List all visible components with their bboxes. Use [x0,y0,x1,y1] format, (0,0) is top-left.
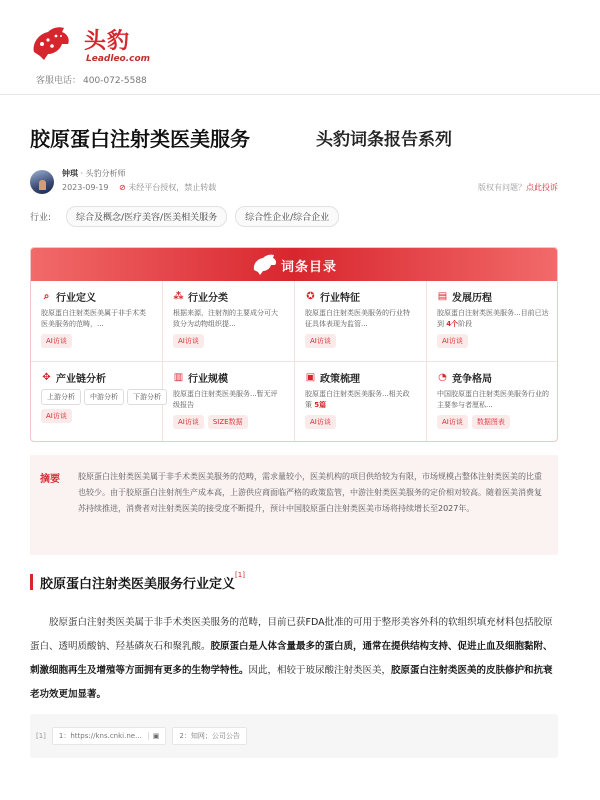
reference-number: [1] [36,732,46,740]
reference-item[interactable]: 2：知网；公司公告 [172,727,246,745]
section-accent-bar [30,574,33,590]
body-emphasis: 胶原蛋白是人体含量最多的蛋白质，通常在提供结构支持、促进止血及细胞黏附、刺激细胞再生及增殖等方面拥有更多的生物学特性。 [30,641,553,676]
author-name[interactable]: 钟琪 [62,169,78,178]
industry-tag[interactable]: 综合性企业/综合企业 [235,206,339,227]
abstract-text: 胶原蛋白注射类医美属于非手术类医美服务的范畴，需求量较小，医美机构的项目供给较为有限，市场规模占整体注射类医美的比重也较少。由于胶原蛋白注射剂生产成本高，上游供应商面临严格的政策监管，中游注射类医美服务的定价相对较高。随着医美消费复苏持续推进，消费者对注射类医美的接受度不断提升，预计中国胶原蛋白注射类医美市场将持续增长至2027年。 [78,472,542,513]
data-chart-chip[interactable]: 数据图表 [472,415,510,429]
author-line [62,168,126,179]
dir-item-features[interactable] [295,281,427,362]
dir-item-desc: 中国胶原蛋白注射类医美服务行业的主要参与者厘私... [437,390,549,409]
ai-interview-chip[interactable]: AI访谈 [173,334,204,348]
directory-card [30,247,558,442]
directory-header [31,248,557,281]
dir-item-title: 政策梳理 [320,374,360,385]
dir-item-history[interactable] [427,281,558,362]
body-text: 因此，相较于玻尿酸注射类医美， [248,665,392,676]
dir-item-policy[interactable] [295,362,427,442]
chain-icon: ✥ [42,372,51,383]
ai-interview-chip[interactable]: AI访谈 [41,334,72,348]
downstream-chip[interactable]: 下游分析 [127,389,167,405]
author-org: · 头豹分析师 [80,169,126,178]
upstream-chip[interactable]: 上游分析 [41,389,81,405]
dir-item-title: 产业链分析 [56,374,106,385]
definition-paragraph [30,611,558,707]
body-text: 胶原蛋白注射类医美属于非手术类医美服务的范畴，目前已获FDA批准的可用于整形美容外科的软组织填充材料包括胶原蛋白、透明质酸钠、羟基磷灰石和聚乳酸。 [30,617,553,652]
midstream-chip[interactable]: 中游分析 [84,389,124,405]
leopard-emblem-icon [251,252,277,276]
dir-item-desc: 胶原蛋白注射类医美服务...暂无评级报告 [173,390,278,409]
ai-interview-chip[interactable]: AI访谈 [437,334,468,348]
dir-item-title: 发展历程 [452,293,492,304]
copyright-complaint [478,182,558,193]
dir-item-classification[interactable] [163,281,295,362]
ai-interview-chip[interactable]: AI访谈 [305,415,336,429]
hotline-number: 400-072-5588 [83,76,147,86]
section-title [40,573,245,592]
brand-name: 头豹 [84,29,131,54]
size-data-chip[interactable]: SIZE数据 [208,415,248,429]
dir-item-desc: 胶原蛋白注射类医美服务的行业特征具体表现为监管... [305,309,410,328]
section-citation[interactable]: [1] [235,571,245,579]
abstract-label: 摘要 [40,474,60,485]
dir-item-desc: 胶原蛋白注射类医美服务...相关政策 5篇 [305,390,410,409]
section-title-text: 胶原蛋白注射类医美服务行业定义 [40,577,236,592]
publish-date: 2023-09-19 [62,183,109,192]
ai-interview-chip[interactable]: AI访谈 [305,334,336,348]
policy-icon: ▣ [305,372,316,383]
leopard-logo-icon [28,22,72,62]
competition-icon: ◔ [438,372,447,383]
hotline [34,73,147,86]
author-avatar[interactable] [30,170,54,194]
industry-tag[interactable]: 综合及概念/医疗美容/医美相关服务 [66,206,227,227]
dir-item-title: 竞争格局 [452,374,492,385]
report-series: 头豹词条报告系列 [316,130,452,150]
industry-label: 行业: [30,212,52,223]
history-icon: ▤ [437,291,448,302]
dir-item-competition[interactable] [427,362,558,442]
industry-row [30,206,339,226]
dir-item-scale[interactable] [163,362,295,442]
document-icon: ▣ [148,732,160,740]
reference-item[interactable]: 1：https://kns.cnki.ne... ▣ [52,727,166,745]
dir-item-desc: 根据来源，注射剂的主要成分可大致分为动物组织提... [173,309,278,328]
dir-item-desc: 胶原蛋白注射类医美服务...目前已达到 4个阶段 [437,309,549,328]
directory-grid [31,281,557,442]
scale-icon: ▥ [173,372,184,383]
publish-meta [62,182,216,193]
complain-link[interactable]: 点此投诉 [526,183,558,192]
classification-icon: ⁂ [173,291,184,302]
dir-item-title: 行业定义 [56,293,96,304]
definition-icon: ⌕ [43,291,50,302]
dir-item-title: 行业特征 [320,293,360,304]
leadleo-logo[interactable] [28,22,158,68]
dir-item-desc: 胶原蛋白注射类医美属于非手术类医美服务的范畴，... [41,309,146,328]
brand-url: Leadleo.com [86,54,151,64]
abstract-box [30,455,558,555]
page-title: 胶原蛋白注射类医美服务 [30,127,250,151]
dir-item-title: 行业分类 [188,293,228,304]
no-repost-notice: 未经平台授权，禁止转载 [128,183,217,192]
ai-interview-chip[interactable]: AI访谈 [173,415,204,429]
directory-title: 词条目录 [281,260,338,275]
references-bar [30,714,558,758]
dir-item-title: 行业规模 [188,374,228,385]
ai-interview-chip[interactable]: AI访谈 [41,409,72,423]
ai-interview-chip[interactable]: AI访谈 [437,415,468,429]
no-repost-icon: ⊘ [119,183,126,192]
dir-item-chain[interactable] [31,362,163,442]
body-emphasis: 胶原蛋白注射类医美的皮肤修护和抗衰老功效更加显著。 [30,665,553,700]
hotline-label: 客服电话： [36,76,82,86]
header-divider [0,94,600,95]
copyright-question: 版权有问题？ [478,183,526,192]
dir-item-definition[interactable] [31,281,163,362]
features-icon: ✪ [306,291,315,302]
